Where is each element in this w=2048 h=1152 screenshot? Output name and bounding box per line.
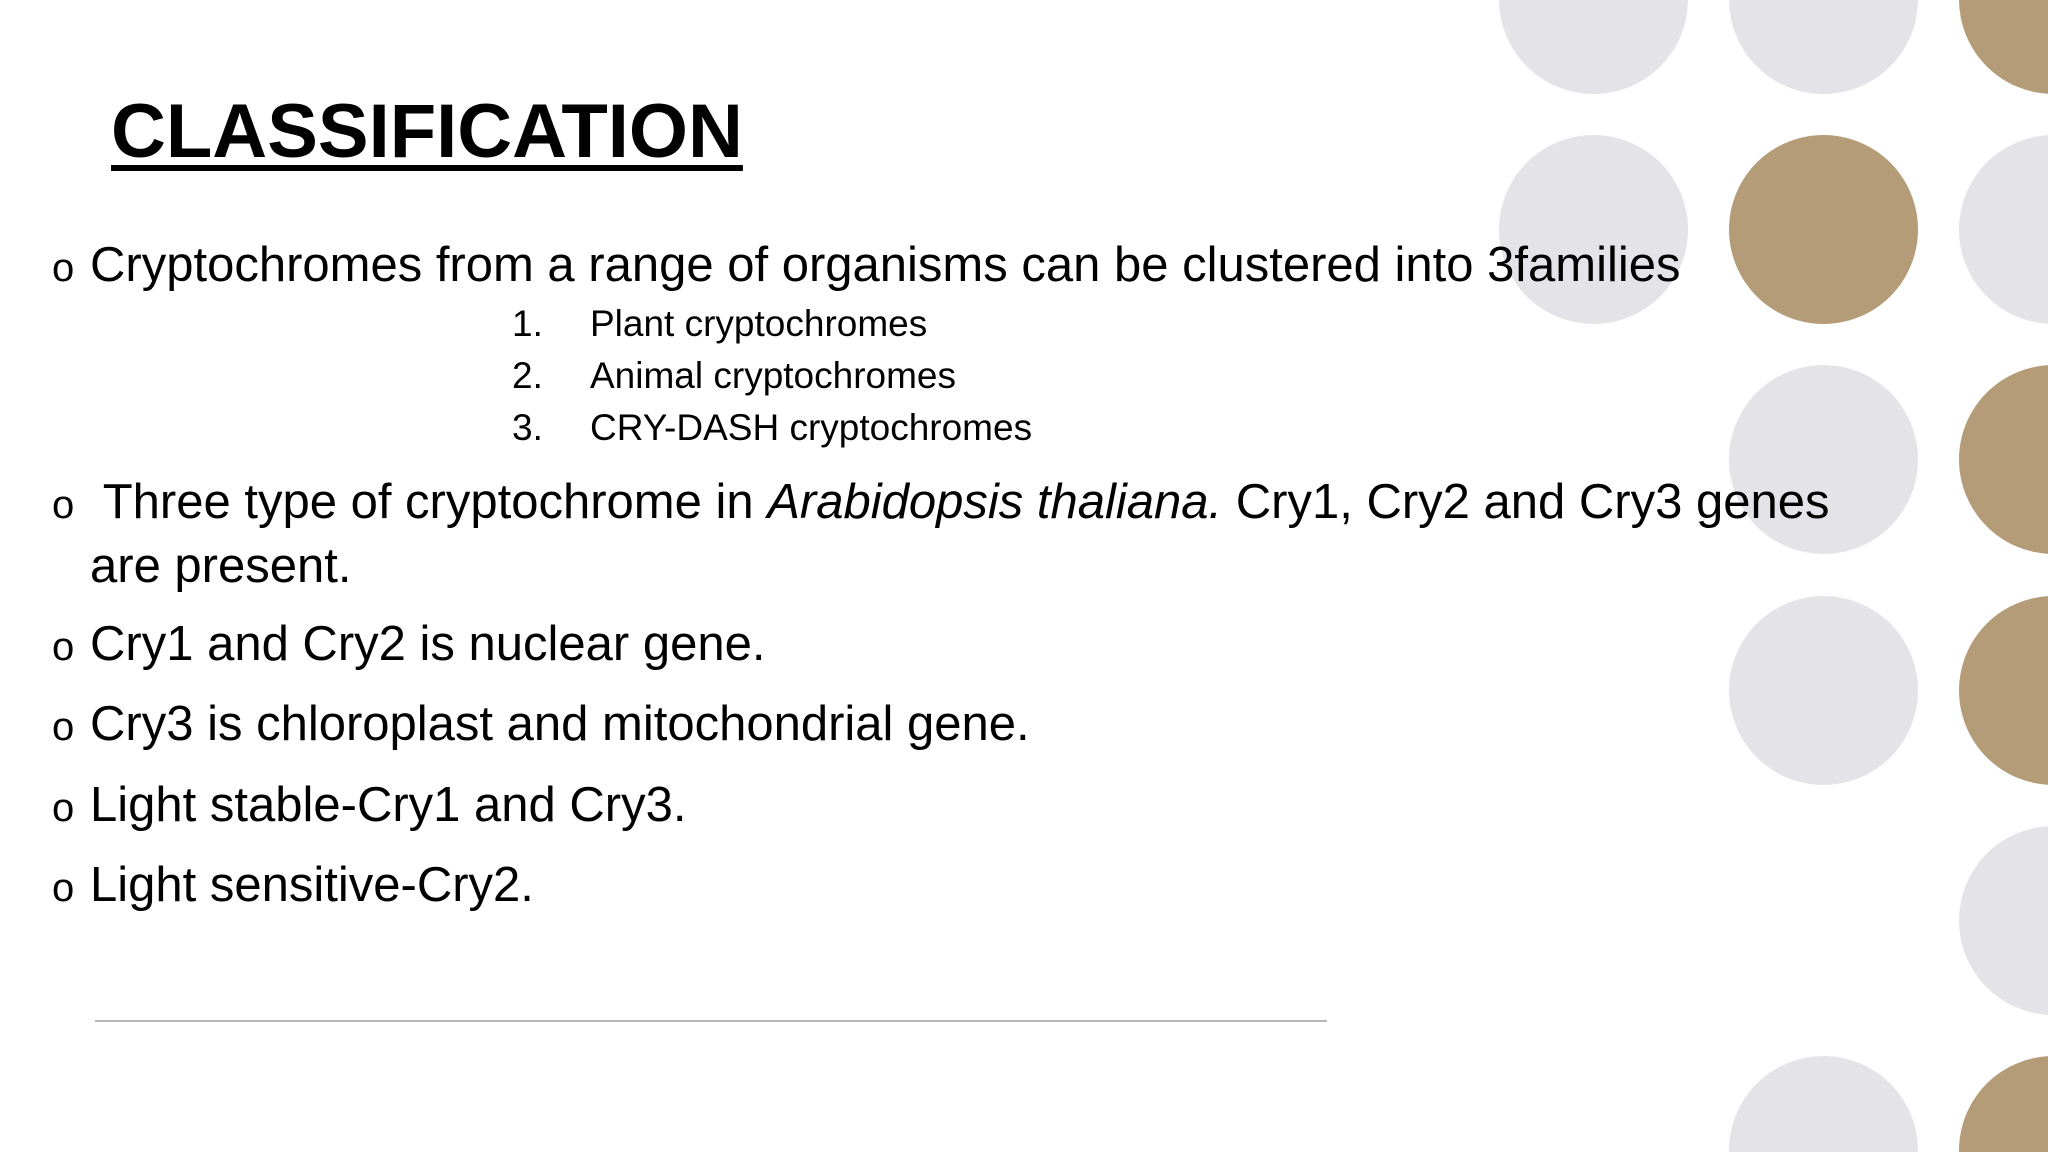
family-number: 1. [512,303,543,344]
bullet-marker: o [52,866,75,910]
family-label: CRY-DASH cryptochromes [590,407,1033,448]
bullet-marker: o [52,246,75,290]
bullet-item [52,472,1829,536]
family-label: Animal cryptochromes [590,355,957,396]
bullet-text: Cryptochromes from a range of organisms can be clustered into 3families [90,238,1681,292]
bullet-item [52,614,765,678]
bullet-item [52,775,686,839]
decor-circle [1959,1056,2048,1152]
bullet-item [52,694,1030,758]
footer-divider [95,1020,1327,1022]
decor-circle [1959,596,2048,785]
bullet-text-continuation: are present. [90,539,352,593]
decor-circle [1959,826,2048,1015]
bullet-text-pre: Three type of cryptochrome in [90,475,768,529]
bullet-item [52,855,534,919]
decor-circle [1729,135,1918,324]
bullet-marker: o [52,705,75,749]
bullet-marker: o [52,625,75,669]
bullet-marker: o [52,786,75,830]
decor-circle [1499,0,1688,94]
bullet-text: Cry3 is chloroplast and mitochondrial gene. [90,697,1030,751]
decor-circle [1959,0,2048,94]
bullet-item [52,235,1681,299]
decor-circle [1729,596,1918,785]
family-number: 3. [512,407,543,448]
family-item [512,354,956,398]
bullet-text: Light sensitive-Cry2. [90,858,534,912]
bullet-text [90,475,1829,529]
bullet-text: Cry1 and Cry2 is nuclear gene. [90,617,766,671]
decor-circle [1959,365,2048,554]
species-name: Arabidopsis thaliana. [767,475,1223,529]
slide-title: CLASSIFICATION [111,89,743,174]
family-item [512,406,1032,450]
bullet-marker: o [52,483,75,527]
bullet-text: Light stable-Cry1 and Cry3. [90,778,687,832]
decor-circle [1959,135,2048,324]
family-number: 2. [512,355,543,396]
decor-circle [1729,0,1918,94]
decor-circle [1729,1056,1918,1152]
family-label: Plant cryptochromes [590,303,928,344]
bullet-text-post: Cry1, Cry2 and Cry3 genes [1222,475,1830,529]
family-item [512,302,927,346]
